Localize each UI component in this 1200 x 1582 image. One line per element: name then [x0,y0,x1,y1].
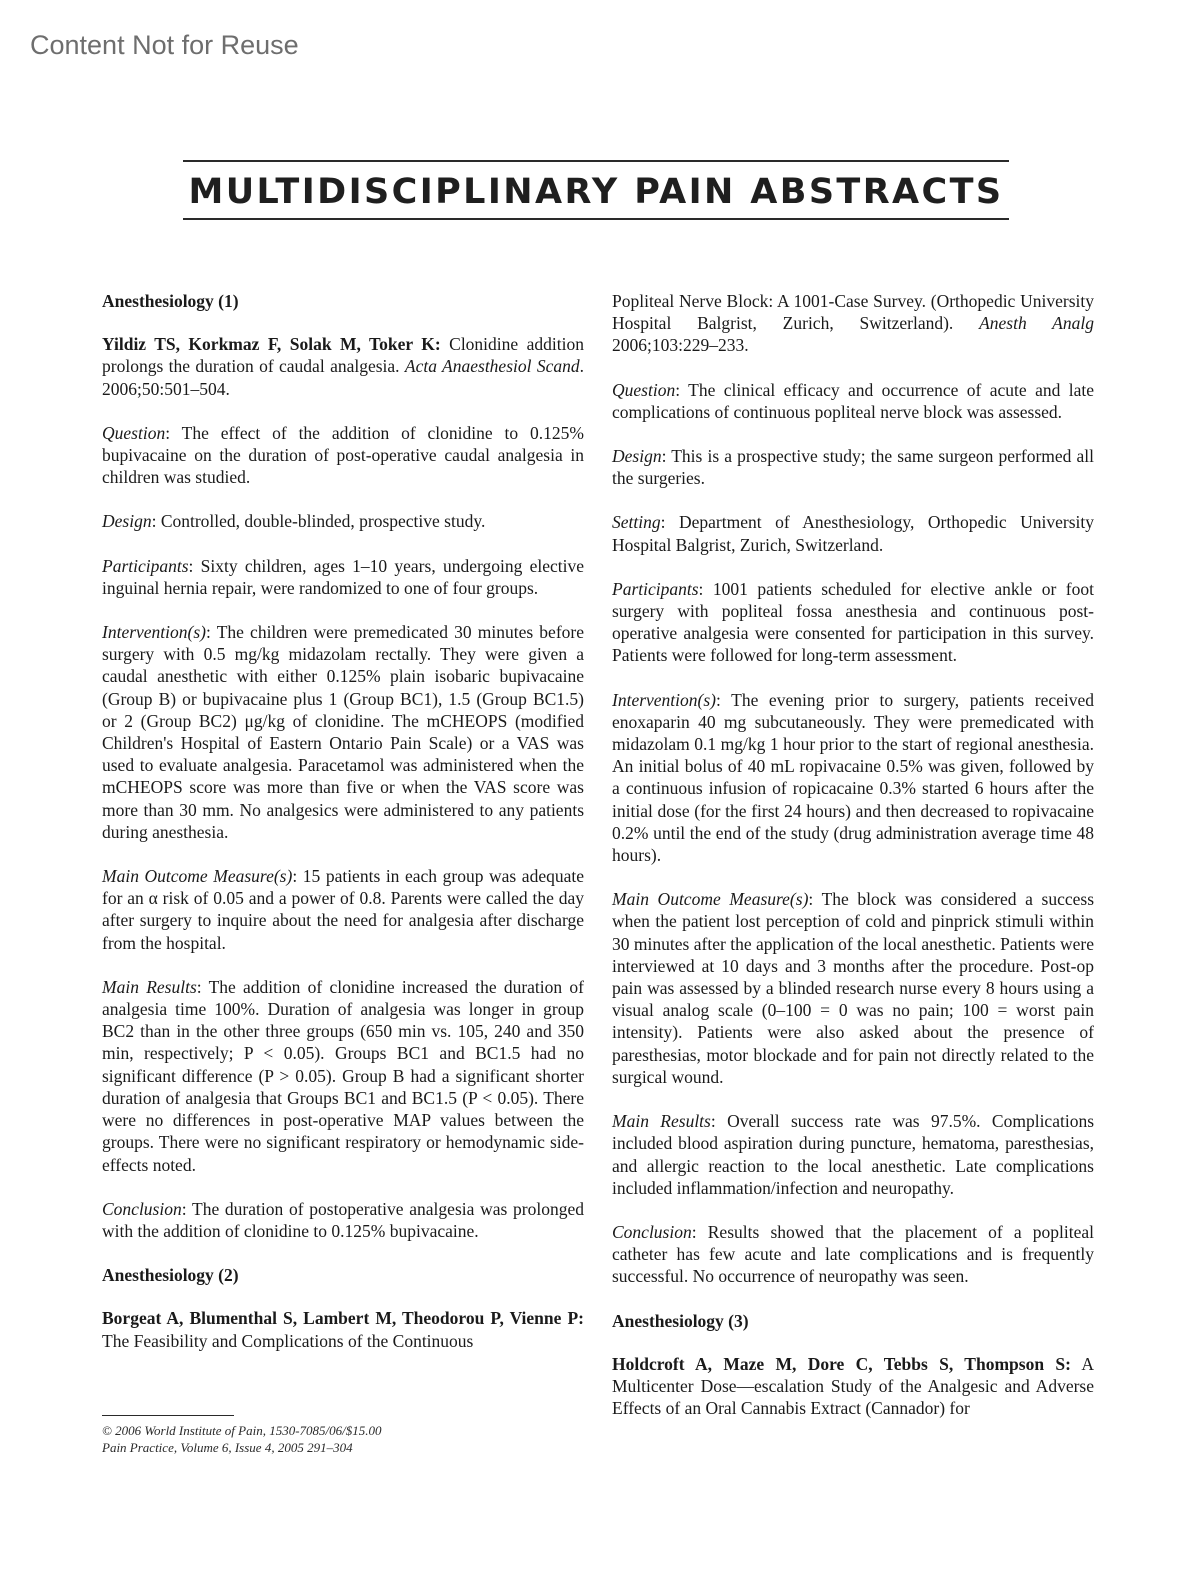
abstract-1-design [102,510,584,532]
abstract-1-title: Clonidine addition prolongs the duration of caudal analgesia. [102,334,584,377]
setting-text: : Department of Anesthesiology, Orthopedic University Hospital Balgrist, Zurich, Switzerland. [612,512,1094,555]
abstract-2-citation-start [102,1307,584,1351]
abstract-2-design [612,445,1094,489]
abstract-2-question [612,379,1094,423]
abstract-2-participants [612,578,1094,667]
abstract-2-outcome-measures [612,888,1094,1088]
question-label: Question [612,379,676,400]
abstract-2-conclusion [612,1221,1094,1288]
interventions-label: Intervention(s) [612,689,716,710]
abstract-1-journal: Acta Anaesthesiol Scand [404,356,580,377]
section-heading-anesthesiology-3: Anesthesiology (3) [612,1310,749,1331]
abstract-3-citation-start [612,1353,1094,1420]
conclusion-label: Conclusion [102,1198,182,1219]
abstract-2-journal: Anesth Analg [979,313,1094,334]
design-label: Design [102,511,152,532]
outcome-measures-text: : The block was considered a success when the patient lost perception of cold and pinprick stimuli within 30 minutes after the application of the local anesthetic. Patients were interviewed at 10 days and 3 months after the procedure. Post-op pain was assessed by a blinded research nurse every 8 hours using a visual analog scale (0–100 = 0 was no pain; 100 = worst pain intensity). Patients were also asked about the presence of paresthesias, motor blockade and for pain not directly related to the surgical wound. [612,889,1094,1087]
abstract-1-outcome-measures [102,865,584,954]
results-label: Main Results [612,1111,711,1132]
abstract-2-title: The Feasibility and Complications of the Continuous [102,1330,474,1351]
participants-text: : Sixty children, ages 1–10 years, undergoing elective inguinal hernia repair, were randomized to one of four groups. [102,555,584,598]
abstract-2-results [612,1110,1094,1199]
setting-label: Setting [612,512,661,533]
interventions-text: : The children were premedicated 30 minutes before surgery with 0.5 mg/kg midazolam rectally. They were given a caudal anesthetic with either 0.125% plain isobaric bupivacaine (Group B) or bupivacaine plus 1 (Group BC1), 1.5 (Group BC1.5) or 2 (Group BC2) μg/kg of clonidine. The mCHEOPS (modified Children's Hospital of Eastern Ontario Pain Scale) or a VAS was used to evaluate analgesia. Paracetamol was administered when the mCHEOPS score was more than five or when the VAS score was more than 30 mm. No analgesics were administered to any patients during anesthesia. [102,622,584,842]
question-text: : The effect of the addition of clonidine to 0.125% bupivacaine on the duration of post-operative caudal analgesia in children was studied. [102,422,584,488]
page-header [183,160,1009,220]
participants-label: Participants [102,555,189,576]
abstract-1-authors: Yildiz TS, Korkmaz F, Solak M, Toker K: [102,334,441,355]
abstract-2-interventions [612,689,1094,867]
participants-text: : 1001 patients scheduled for elective ankle or foot surgery with popliteal fossa anesthesia and continuous post-operative analgesia were consented for participation in this survey. Patients were followed for long-term assessment. [612,578,1094,666]
abstract-2-title-cont: Popliteal Nerve Block: A 1001-Case Survey. (Orthopedic University Hospital Balgrist, Zurich, Switzerland). [612,291,1094,334]
design-text: : This is a prospective study; the same surgeon performed all the surgeries. [612,446,1094,489]
abstract-2-authors: Borgeat A, Blumenthal S, Lambert M, Theodorou P, Vienne P: [102,1308,584,1329]
design-label: Design [612,446,662,467]
abstract-1-results [102,976,584,1176]
section-heading-anesthesiology-2: Anesthesiology (2) [102,1265,239,1286]
left-column [102,290,584,1374]
conclusion-label: Conclusion [612,1221,692,1242]
abstract-1-participants [102,555,584,599]
abstract-1-interventions [102,621,584,843]
journal-issue-line: Pain Practice, Volume 6, Issue 4, 2005 291–304 [102,1440,353,1455]
interventions-label: Intervention(s) [102,622,206,643]
abstract-2-reference: 2006;103:229–233. [612,335,749,356]
abstract-3-authors: Holdcroft A, Maze M, Dore C, Tebbs S, Thompson S: [612,1353,1071,1374]
results-text: : The addition of clonidine increased the duration of analgesia time 100%. Duration of analgesia was longer in group BC2 than in the other three groups (650 min vs. 105, 240 and 350 min, respectively; P < 0.05). Groups BC1 and BC1.5 had no significant difference (P > 0.05). Group B had a significant shorter duration of analgesia that Groups BC1 and BC1.5 (P < 0.05). There were no differences in post-operative MAP values between the groups. There were no significant respiratory or hemodynamic side-effects noted. [102,976,584,1175]
outcome-measures-label: Main Outcome Measure(s) [612,889,809,910]
watermark: Content Not for Reuse [30,30,299,60]
interventions-text: : The evening prior to surgery, patients received enoxaparin 40 mg subcutaneously. They were premedicated with midazolam 0.1 mg/kg 1 hour prior to the start of regional anesthesia. An initial bolus of 40 mL ropivacaine 0.5% was given, followed by a continuous infusion of ropicacaine 0.3% started 6 hours after the initial dose (for the first 24 hours) and then decreased to ropivacaine 0.2% until the end of the study (drug administration average time 48 hours). [612,689,1094,866]
outcome-measures-text: : 15 patients in each group was adequate for an α risk of 0.05 and a power of 0.8. Parents were called the day after surgery to inquire about the need for analgesia after discharge from the hospital. [102,866,584,953]
question-label: Question [102,422,166,443]
abstract-3-title: A Multicenter Dose—escalation Study of the Analgesic and Adverse Effects of an Oral Cannabis Extract (Cannador) for [612,1353,1094,1419]
abstract-1-conclusion [102,1198,584,1242]
page-title: MULTIDISCIPLINARY PAIN ABSTRACTS [188,172,1004,212]
abstract-2-citation-cont [612,290,1094,357]
results-text: : Overall success rate was 97.5%. Complications included blood aspiration during puncture, hematoma, paresthesias, and allergic reaction to the local anesthetic. Late complications included inflammation/infection and neuropathy. [612,1111,1094,1198]
abstract-1-question [102,422,584,489]
outcome-measures-label: Main Outcome Measure(s) [102,866,293,887]
results-label: Main Results [102,976,197,997]
copyright-line: © 2006 World Institute of Pain, 1530-7085/06/$15.00 [102,1423,382,1438]
abstract-1-reference: . 2006;50:501–504. [102,356,584,399]
page-footer [102,1415,382,1456]
conclusion-text: : Results showed that the placement of a popliteal catheter has few acute and late complications and is frequently successful. No occurrence of neuropathy was seen. [612,1221,1094,1287]
conclusion-text: : The duration of postoperative analgesia was prolonged with the addition of clonidine to 0.125% bupivacaine. [102,1198,584,1241]
footer-rule [102,1415,234,1416]
right-column [612,290,1094,1441]
abstract-1-citation [102,333,584,400]
question-text: : The clinical efficacy and occurrence of acute and late complications of continuous popliteal nerve block was assessed. [612,379,1094,422]
abstract-2-setting [612,511,1094,555]
design-text: : Controlled, double-blinded, prospective study. [151,511,486,532]
section-heading-anesthesiology-1: Anesthesiology (1) [102,291,239,311]
participants-label: Participants [612,578,699,599]
